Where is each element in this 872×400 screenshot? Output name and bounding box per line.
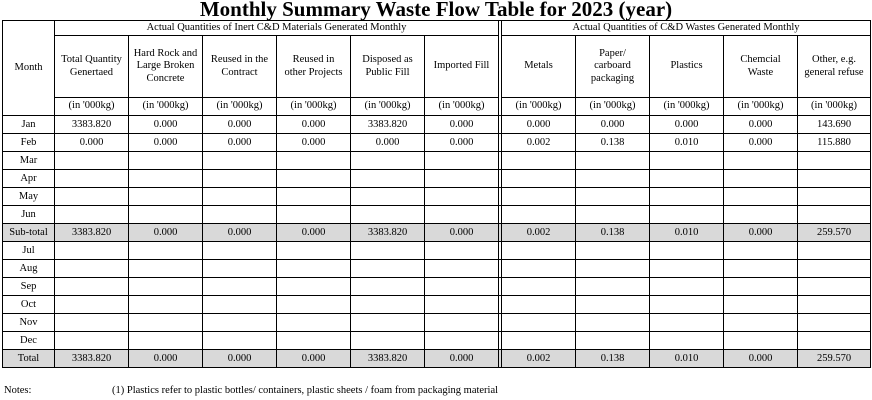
value-cell (798, 332, 871, 350)
value-cell: 3383.820 (351, 350, 425, 368)
value-cell: 3383.820 (351, 224, 425, 242)
column-header-label: Chemcial Waste (740, 54, 781, 78)
value-cell (129, 170, 203, 188)
value-cell (576, 152, 650, 170)
value-cell (650, 170, 724, 188)
unit-label: (in '000kg) (277, 98, 351, 116)
value-cell: 0.000 (724, 350, 798, 368)
value-cell: 0.000 (576, 116, 650, 134)
value-cell: 3383.820 (55, 224, 129, 242)
value-cell (351, 278, 425, 296)
value-cell (724, 206, 798, 224)
value-cell (425, 170, 499, 188)
note-1: (1) Plastics refer to plastic bottles/ containers, plastic sheets / foam from packaging material (112, 385, 499, 396)
table-row (3, 134, 871, 152)
column-header-label: Disposed as Public Fill (362, 54, 413, 78)
column-header-label: Other, e.g. general refuse (804, 54, 864, 78)
column-header (724, 36, 798, 98)
value-cell (576, 188, 650, 206)
value-cell (425, 260, 499, 278)
value-cell (203, 242, 277, 260)
value-cell (55, 170, 129, 188)
value-cell (425, 296, 499, 314)
month-cell: Sub-total (3, 224, 55, 242)
value-cell (502, 206, 576, 224)
value-cell (798, 206, 871, 224)
table-row (3, 350, 871, 368)
group-header-inert: Actual Quantities of Inert C&D Materials Generated Monthly (55, 21, 499, 36)
month-cell: Sep (3, 278, 55, 296)
value-cell (277, 332, 351, 350)
value-cell: 0.000 (724, 134, 798, 152)
value-cell (351, 332, 425, 350)
value-cell (55, 296, 129, 314)
value-cell (502, 152, 576, 170)
value-cell (650, 242, 724, 260)
column-header-label: Imported Fill (433, 60, 490, 72)
value-cell: 0.000 (351, 134, 425, 152)
value-cell (724, 332, 798, 350)
table-row (3, 116, 871, 134)
value-cell (724, 278, 798, 296)
value-cell: 0.000 (425, 134, 499, 152)
unit-label: (in '000kg) (650, 98, 724, 116)
value-cell: 0.000 (203, 350, 277, 368)
value-cell (129, 260, 203, 278)
table-row (3, 242, 871, 260)
value-cell (798, 170, 871, 188)
value-cell (55, 314, 129, 332)
value-cell (129, 242, 203, 260)
value-cell (129, 314, 203, 332)
value-cell (129, 296, 203, 314)
value-cell (425, 152, 499, 170)
value-cell (203, 260, 277, 278)
value-cell (798, 242, 871, 260)
value-cell (277, 314, 351, 332)
value-cell: 3383.820 (55, 350, 129, 368)
unit-label: (in '000kg) (55, 98, 129, 116)
value-cell (351, 152, 425, 170)
value-cell (502, 170, 576, 188)
value-cell: 259.570 (798, 350, 871, 368)
value-cell (576, 206, 650, 224)
value-cell: 0.000 (129, 116, 203, 134)
value-cell (798, 314, 871, 332)
month-cell: Jan (3, 116, 55, 134)
value-cell (55, 278, 129, 296)
column-header (55, 36, 129, 98)
value-cell (724, 296, 798, 314)
value-cell (277, 278, 351, 296)
table-row (3, 332, 871, 350)
table-row (3, 224, 871, 242)
column-header-label: Total Quantity Genertaed (61, 54, 122, 78)
value-cell (650, 260, 724, 278)
column-header (129, 36, 203, 98)
column-header-label: Reused in the Contract (210, 54, 269, 78)
value-cell (502, 314, 576, 332)
value-cell: 3383.820 (351, 116, 425, 134)
value-cell (650, 314, 724, 332)
month-cell: Mar (3, 152, 55, 170)
value-cell (203, 314, 277, 332)
value-cell: 143.690 (798, 116, 871, 134)
month-cell: Jul (3, 242, 55, 260)
column-header (798, 36, 871, 98)
column-header-label: Metals (524, 60, 553, 72)
value-cell (724, 152, 798, 170)
value-cell: 0.138 (576, 134, 650, 152)
value-cell: 0.010 (650, 350, 724, 368)
value-cell (277, 242, 351, 260)
column-header (576, 36, 650, 98)
table-row (3, 296, 871, 314)
value-cell (351, 242, 425, 260)
unit-label: (in '000kg) (203, 98, 277, 116)
value-cell (502, 260, 576, 278)
value-cell: 0.000 (203, 224, 277, 242)
value-cell (798, 260, 871, 278)
notes-label: Notes: (4, 385, 32, 396)
value-cell (576, 296, 650, 314)
value-cell: 0.002 (502, 350, 576, 368)
value-cell (277, 260, 351, 278)
table-row (3, 278, 871, 296)
value-cell: 0.000 (502, 116, 576, 134)
value-cell: 0.138 (576, 224, 650, 242)
value-cell (798, 296, 871, 314)
value-cell (351, 188, 425, 206)
value-cell (129, 152, 203, 170)
value-cell (277, 188, 351, 206)
unit-label: (in '000kg) (129, 98, 203, 116)
value-cell: 0.000 (203, 116, 277, 134)
value-cell (425, 314, 499, 332)
column-header (502, 36, 576, 98)
month-cell: May (3, 188, 55, 206)
value-cell: 0.000 (277, 350, 351, 368)
notes (4, 385, 499, 396)
value-cell (650, 332, 724, 350)
value-cell (203, 332, 277, 350)
month-cell: Feb (3, 134, 55, 152)
page-title: Monthly Summary Waste Flow Table for 2023 (year) (199, 0, 673, 21)
unit-label: (in '000kg) (425, 98, 499, 116)
value-cell (650, 206, 724, 224)
table-row (3, 188, 871, 206)
value-cell: 0.000 (129, 350, 203, 368)
table-row (3, 314, 871, 332)
table-row (3, 206, 871, 224)
column-header (277, 36, 351, 98)
table-row (3, 260, 871, 278)
value-cell (203, 152, 277, 170)
column-header-label: Hard Rock and Large Broken Concrete (133, 47, 198, 84)
value-cell: 115.880 (798, 134, 871, 152)
value-cell (203, 278, 277, 296)
column-header-label: Reused in other Projects (284, 54, 343, 78)
value-cell (576, 260, 650, 278)
value-cell (55, 332, 129, 350)
value-cell (351, 314, 425, 332)
value-cell (576, 170, 650, 188)
unit-label: (in '000kg) (798, 98, 871, 116)
value-cell (55, 152, 129, 170)
value-cell (203, 188, 277, 206)
month-cell: Oct (3, 296, 55, 314)
value-cell (650, 278, 724, 296)
value-cell (203, 296, 277, 314)
value-cell: 0.000 (724, 116, 798, 134)
value-cell (502, 278, 576, 296)
value-cell (425, 332, 499, 350)
column-header (351, 36, 425, 98)
unit-label: (in '000kg) (502, 98, 576, 116)
value-cell (277, 206, 351, 224)
value-cell (798, 278, 871, 296)
value-cell: 0.000 (425, 350, 499, 368)
value-cell: 0.000 (425, 116, 499, 134)
value-cell: 0.000 (724, 224, 798, 242)
value-cell (576, 278, 650, 296)
value-cell: 0.010 (650, 224, 724, 242)
table-row (3, 152, 871, 170)
group-header-cd-wastes: Actual Quantities of C&D Wastes Generated Monthly (502, 21, 871, 36)
value-cell (425, 278, 499, 296)
value-cell (502, 188, 576, 206)
value-cell (351, 206, 425, 224)
value-cell (203, 170, 277, 188)
value-cell: 0.000 (55, 134, 129, 152)
month-cell: Apr (3, 170, 55, 188)
value-cell (55, 260, 129, 278)
value-cell: 0.000 (129, 224, 203, 242)
value-cell: 0.000 (277, 134, 351, 152)
unit-label: (in '000kg) (351, 98, 425, 116)
value-cell: 0.002 (502, 224, 576, 242)
value-cell (724, 170, 798, 188)
value-cell (502, 332, 576, 350)
value-cell: 0.000 (129, 134, 203, 152)
value-cell (650, 152, 724, 170)
value-cell (55, 242, 129, 260)
column-header (425, 36, 499, 98)
value-cell (576, 332, 650, 350)
value-cell (650, 188, 724, 206)
value-cell (502, 242, 576, 260)
value-cell (351, 260, 425, 278)
unit-label: (in '000kg) (724, 98, 798, 116)
value-cell (351, 296, 425, 314)
value-cell (425, 242, 499, 260)
value-cell (351, 170, 425, 188)
month-cell: Jun (3, 206, 55, 224)
value-cell (277, 170, 351, 188)
waste-flow-table (2, 20, 871, 368)
table-row (3, 170, 871, 188)
value-cell (724, 314, 798, 332)
month-cell: Dec (3, 332, 55, 350)
value-cell (650, 296, 724, 314)
value-cell (502, 296, 576, 314)
column-header-label: Plastics (670, 60, 703, 72)
value-cell (724, 188, 798, 206)
value-cell (55, 206, 129, 224)
value-cell: 0.000 (277, 224, 351, 242)
value-cell (55, 188, 129, 206)
value-cell: 0.000 (650, 116, 724, 134)
value-cell: 0.000 (277, 116, 351, 134)
value-cell (277, 296, 351, 314)
value-cell: 0.010 (650, 134, 724, 152)
value-cell (576, 242, 650, 260)
value-cell: 0.000 (203, 134, 277, 152)
value-cell (129, 206, 203, 224)
value-cell (129, 332, 203, 350)
column-header (650, 36, 724, 98)
value-cell: 0.002 (502, 134, 576, 152)
value-cell (425, 188, 499, 206)
unit-label: (in '000kg) (576, 98, 650, 116)
column-header (203, 36, 277, 98)
month-cell: Nov (3, 314, 55, 332)
value-cell (576, 314, 650, 332)
value-cell (798, 152, 871, 170)
value-cell (277, 152, 351, 170)
value-cell: 0.138 (576, 350, 650, 368)
value-cell (203, 206, 277, 224)
month-cell: Total (3, 350, 55, 368)
value-cell (724, 242, 798, 260)
value-cell (129, 278, 203, 296)
value-cell (724, 260, 798, 278)
month-header: Month (3, 21, 55, 116)
month-cell: Aug (3, 260, 55, 278)
value-cell: 259.570 (798, 224, 871, 242)
value-cell: 0.000 (425, 224, 499, 242)
value-cell (798, 188, 871, 206)
column-header-label: Paper/ carboard packaging (590, 47, 635, 84)
value-cell: 3383.820 (55, 116, 129, 134)
value-cell (129, 188, 203, 206)
value-cell (425, 206, 499, 224)
